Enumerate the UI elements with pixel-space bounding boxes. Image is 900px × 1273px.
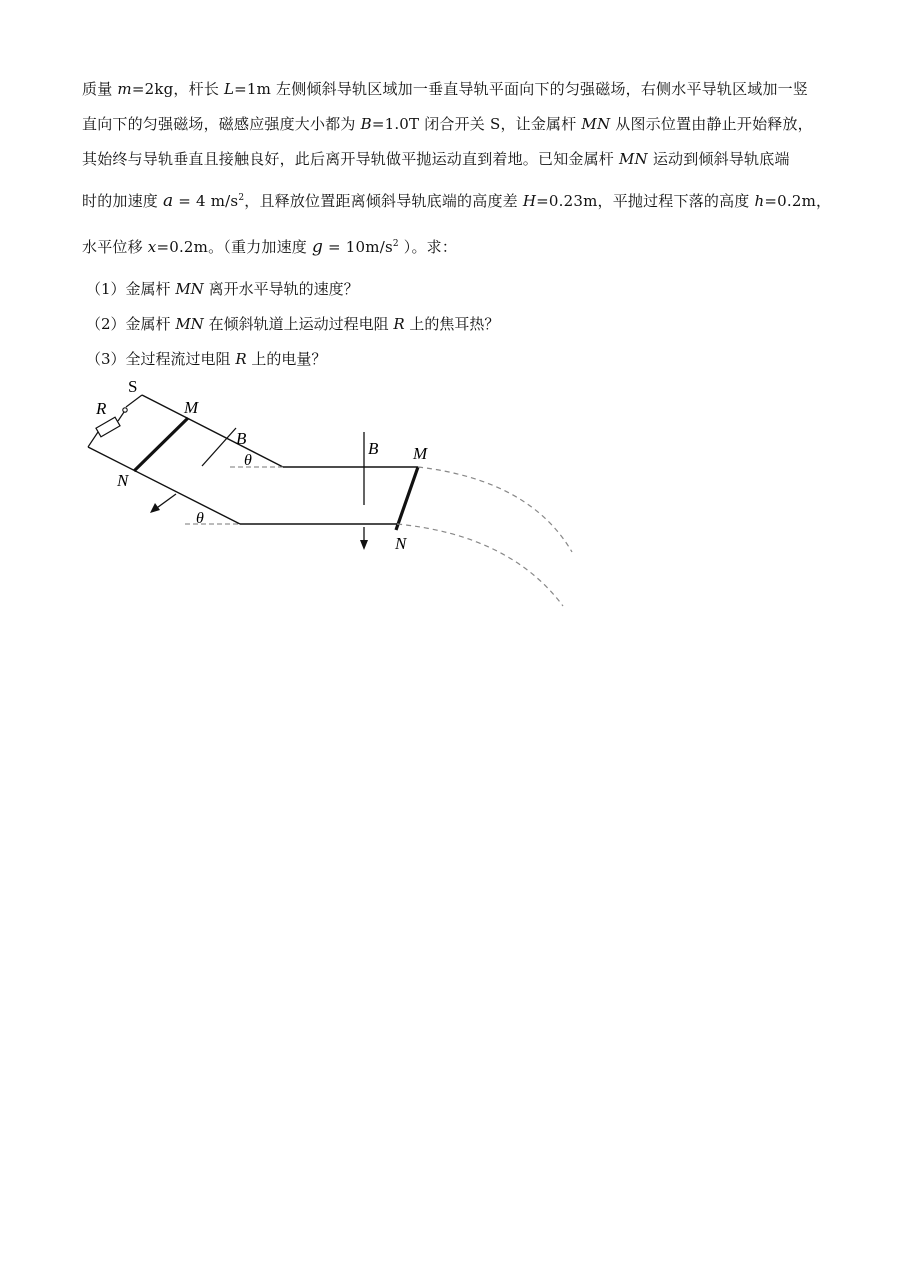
text: =1.0T 闭合开关 S，让金属杆 [371,115,582,133]
text: （1）金属杆 [86,280,176,298]
question-3 [86,348,326,369]
question-1 [86,278,359,299]
switch-S [126,395,142,407]
switch-contact [123,408,127,412]
problem-line-5 [82,236,457,257]
text: ，且释放位置距离倾斜导轨底端的高度差 [244,192,523,210]
text: 在倾斜轨道上运动过程电阻 [203,315,394,333]
var-R: R [393,315,405,333]
label-R: R [96,399,107,418]
rail-diagram [80,375,590,615]
var-a: a [162,191,174,211]
text: （2）金属杆 [86,315,176,333]
var-H: H [522,192,537,210]
text: （3）全过程流过电阻 [86,350,236,368]
text: =2kg，杆长 [131,80,224,98]
text: 时的加速度 [82,192,163,210]
label-theta-top: θ [244,452,252,469]
resistor-to-switch-wire [118,412,124,421]
b-arrow-head [360,540,368,550]
var-g: g [311,237,324,257]
text: 从图示位置由静止开始释放， [610,115,813,133]
label-theta-bottom: θ [196,510,204,527]
var-h: h [754,192,765,210]
var-m: m [117,80,132,98]
label-N-left: N [117,471,129,490]
var-MN: MN [581,115,611,133]
problem-line-3 [82,148,790,169]
text: 上的焦耳热？ [404,315,500,333]
superscript: 2 [238,193,245,203]
equation: = 4 m/s [173,192,239,210]
text: =0.2m。（重力加速度 [156,238,312,256]
label-M-right: M [413,444,428,463]
trajectory-lower [397,524,563,606]
question-2 [86,313,499,334]
var-x: x [147,238,157,256]
trajectory-upper [418,467,572,552]
var-MN: MN [175,315,204,333]
incline-arrow-head [150,503,160,513]
upper-incline-rail [142,395,283,467]
rod-MN-horizontal [396,467,418,530]
problem-line-1 [82,78,808,99]
label-N-right: N [395,534,407,553]
label-B-right: B [368,439,379,458]
label-M-left: M [184,398,199,417]
text: 其始终与导轨垂直且接触良好，此后离开导轨做平抛运动直到着地。已知金属杆 [82,150,619,168]
lower-incline-rail [88,447,240,524]
resistor-R [96,417,120,437]
problem-line-4 [82,190,831,211]
var-B: B [360,115,372,133]
label-S: S [128,377,138,396]
text: =0.23m，平抛过程下落的高度 [536,192,755,210]
text: ）。求： [398,238,458,256]
label-B-left: B [236,429,247,448]
superscript: 2 [392,239,399,249]
text: =0.2m， [764,192,832,210]
text: 上的电量？ [246,350,327,368]
text: 离开水平导轨的速度？ [203,280,359,298]
left-end-wire [88,432,98,447]
var-L: L [223,80,235,98]
text: 水平位移 [82,238,148,256]
var-R: R [235,350,247,368]
var-MN: MN [175,280,204,298]
text: 质量 [82,80,118,98]
var-MN: MN [618,150,648,168]
problem-line-2 [82,113,813,134]
equation: = 10m/s [323,238,393,256]
rod-MN-incline [134,418,188,471]
text: 运动到倾斜导轨底端 [647,150,790,168]
text: 直向下的匀强磁场，磁感应强度大小都为 [82,115,361,133]
text: =1m 左侧倾斜导轨区域加一垂直导轨平面向下的匀强磁场，右侧水平导轨区域加一竖 [234,80,809,98]
